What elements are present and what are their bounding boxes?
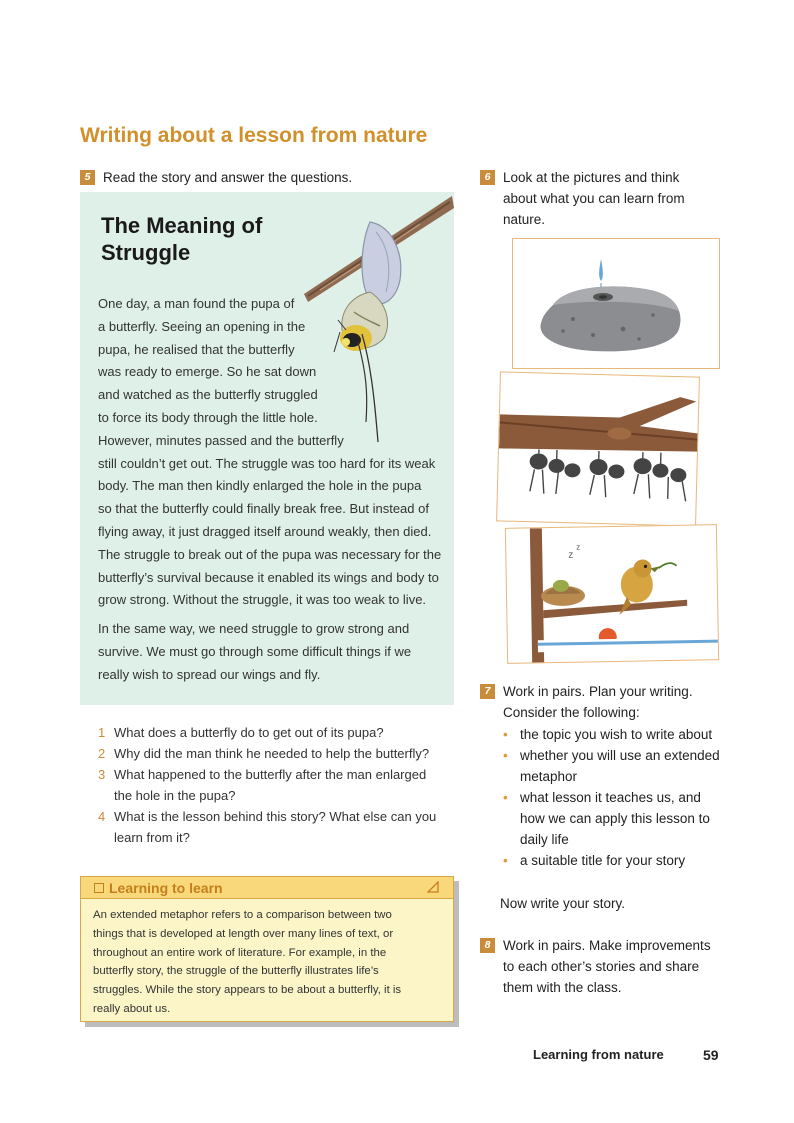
task-6-line: Look at the pictures and think: [503, 170, 680, 185]
stone-water-drop-picture: [512, 238, 720, 369]
corner-triangle-icon: [427, 881, 439, 893]
task-8-number: 8: [480, 938, 495, 953]
learning-line: throughout an entire work of literature. For example, in the: [93, 946, 387, 959]
bullet-item: [503, 787, 720, 850]
svg-text:z: z: [576, 542, 581, 552]
learning-line: things that is developed at length over many lines of text, or: [93, 927, 394, 940]
story-line: The struggle to break out of the pupa was necessary for the: [98, 546, 442, 562]
story-line: pupa, he realised that the butterfly: [98, 341, 295, 357]
question-2: [98, 743, 454, 764]
bullet-text: the topic you wish to write about: [520, 727, 713, 742]
task-6-line: about what you can learn from: [503, 191, 685, 206]
learning-box-text: [81, 899, 453, 1019]
task-8-line: Work in pairs. Make improvements: [503, 938, 711, 953]
task-7-closing: [500, 893, 625, 914]
task-8-line: them with the class.: [503, 980, 622, 995]
question-4: [98, 806, 454, 848]
story-paragraph-1: [98, 293, 441, 612]
question-number: 1: [98, 725, 106, 740]
learning-line: really about us.: [93, 1002, 171, 1015]
ants-on-branch-picture: [496, 371, 700, 526]
bullet-text: what lesson it teaches us, and: [520, 790, 701, 805]
bullet-item: [503, 850, 720, 871]
bullet-text: whether you will use an extended: [520, 748, 720, 763]
question-number: 4: [98, 809, 106, 824]
learning-line: butterfly story, the struggle of the butterfly illustrates life’s: [93, 965, 379, 978]
task-7-line: Consider the following:: [503, 705, 640, 720]
bullet-icon: •: [503, 727, 508, 742]
section-title: Writing about a lesson from nature: [80, 124, 428, 147]
task-7-instruction: [480, 681, 720, 871]
learning-line: struggles. While the story appears to be about a butterfly, it is: [93, 984, 402, 997]
story-line: and watched as the butterfly struggled: [98, 387, 318, 403]
bullet-text: how we can apply this lesson to: [520, 811, 710, 826]
task-8-line: to each other’s stories and share: [503, 959, 700, 974]
question-number: 2: [98, 746, 106, 761]
question-list: [98, 722, 454, 848]
task-5-number: 5: [80, 170, 95, 185]
checkbox-icon: [94, 883, 104, 893]
story-line: butterfly’s survival because it enabled its wings and body to: [98, 569, 439, 585]
task-5-text: Read the story and answer the questions.: [103, 170, 353, 185]
story-line: to force its body through the little hole.: [98, 409, 318, 425]
task-6-line: nature.: [503, 212, 546, 227]
task-7-number: 7: [480, 684, 495, 699]
question-text: What does a butterfly do to get out of its pupa?: [114, 725, 384, 740]
svg-text:z: z: [568, 549, 574, 561]
bullet-item: [503, 724, 720, 745]
story-line: was ready to emerge. So he sat down: [98, 364, 317, 380]
page-number: 59: [703, 1047, 719, 1063]
story-line: grow strong. Without the struggle, it was too weak to live.: [98, 592, 427, 608]
bullet-text: metaphor: [520, 769, 578, 784]
learning-to-learn-box: [80, 876, 454, 1022]
story-line: flying away, it just dragged itself around weakly, then died.: [98, 523, 432, 539]
learning-line: An extended metaphor refers to a comparison between two: [93, 909, 392, 921]
story-line: still couldn’t get out. The struggle was too hard for its weak: [98, 455, 436, 471]
stone-drop-icon: [513, 239, 720, 369]
bullet-icon: •: [503, 748, 508, 763]
question-text: learn from it?: [114, 830, 190, 845]
task-7-bullet-list: [503, 724, 720, 871]
task-7-line: Work in pairs. Plan your writing.: [503, 684, 693, 699]
question-text: the hole in the pupa?: [114, 788, 236, 803]
bullet-text: daily life: [520, 832, 569, 847]
story-line: body. The man then kindly enlarged the hole in the pupa: [98, 478, 422, 494]
birds-icon: [506, 525, 719, 664]
task-8-instruction: [480, 935, 711, 998]
story-line: a butterfly. Seeing an opening in the: [98, 318, 306, 334]
birds-sunrise-picture: [505, 524, 719, 664]
task-6-instruction: [480, 167, 685, 230]
question-text: What is the lesson behind this story? What else can you: [114, 809, 437, 824]
story-paragraph-2: [98, 618, 411, 686]
story-line: However, minutes passed and the butterfly: [98, 432, 344, 448]
question-text: What happened to the butterfly after the man enlarged: [114, 767, 427, 782]
story-line: really wish to spread our wings and fly.: [98, 666, 321, 682]
story-line: survive. We must go through some difficult things if we: [98, 643, 412, 659]
ants-icon: [497, 372, 700, 526]
question-3: [98, 764, 454, 806]
learning-box-header: [81, 877, 453, 899]
bullet-text: a suitable title for your story: [520, 853, 686, 868]
bullet-icon: •: [503, 790, 508, 805]
question-1: [98, 722, 454, 743]
task-5-instruction: [80, 167, 352, 188]
question-number: 3: [98, 767, 106, 782]
question-text: Why did the man think he needed to help the butterfly?: [114, 746, 430, 761]
story-title: The Meaning of Struggle: [101, 213, 263, 265]
story-line: In the same way, we need struggle to grow strong and: [98, 621, 410, 636]
footer-chapter-title: Learning from nature: [533, 1047, 664, 1062]
story-line: One day, a man found the pupa of: [98, 296, 295, 311]
task-6-number: 6: [480, 170, 495, 185]
bullet-icon: •: [503, 853, 508, 868]
story-line: so that the butterfly could finally break free. But instead of: [98, 501, 429, 517]
story-box: [80, 192, 454, 705]
bullet-item: [503, 745, 720, 787]
task-7-closing-text: Now write your story.: [500, 896, 626, 911]
learning-box-heading: Learning to learn: [109, 879, 223, 896]
